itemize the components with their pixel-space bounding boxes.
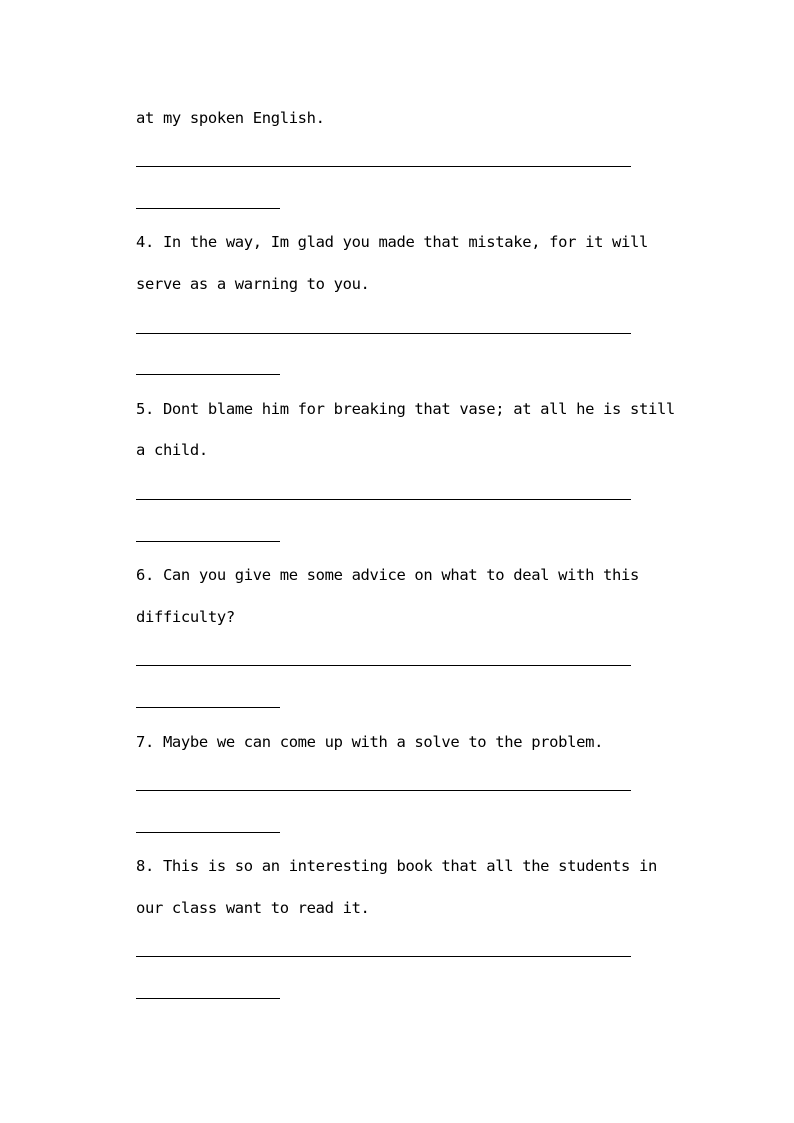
item-8-line-2: our class want to read it. (136, 899, 370, 917)
item-7-line-1: 7. Maybe we can come up with a solve to the problem. (136, 733, 604, 751)
answer-line-short (136, 208, 280, 209)
item-6-line-2: difficulty? (136, 608, 235, 626)
answer-line-long (136, 166, 631, 167)
item-8-line-1: 8. This is so an interesting book that all the students in (136, 857, 657, 875)
item-4-line-2: serve as a warning to you. (136, 275, 370, 293)
item-4-line-1: 4. In the way, Im glad you made that mistake, for it will (136, 233, 648, 251)
item-6-line-1: 6. Can you give me some advice on what to deal with this (136, 566, 639, 584)
answer-line-short (136, 374, 280, 375)
answer-line-short (136, 541, 280, 542)
answer-line-long (136, 956, 631, 957)
answer-line-long (136, 499, 631, 500)
answer-line-short (136, 707, 280, 708)
answer-line-short (136, 832, 280, 833)
answer-line-short (136, 998, 280, 999)
answer-line-long (136, 333, 631, 334)
item-5-line-1: 5. Dont blame him for breaking that vase; at all he is still (136, 400, 675, 418)
answer-line-long (136, 665, 631, 666)
item-5-line-2: a child. (136, 441, 208, 459)
answer-line-long (136, 790, 631, 791)
continuation-text: at my spoken English. (136, 109, 325, 127)
